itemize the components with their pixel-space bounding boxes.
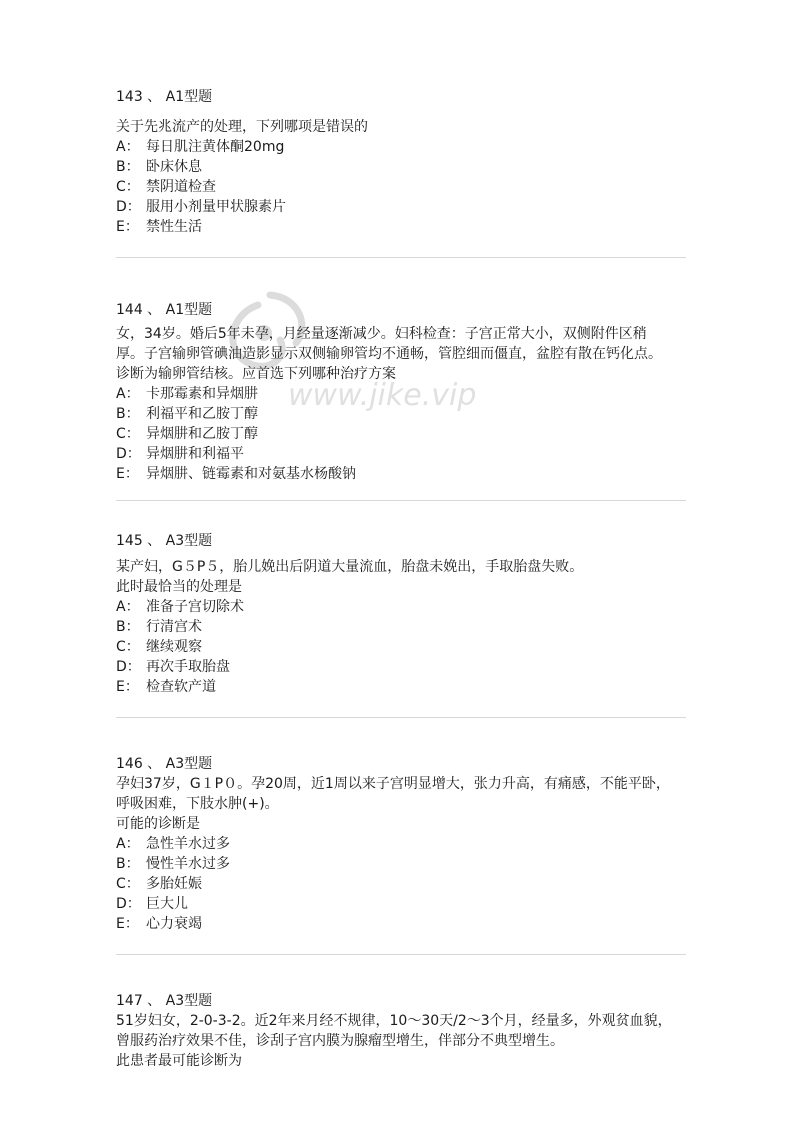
option-letter: A： [116, 836, 140, 852]
stem-line: 诊断为输卵管结核。应首选下列哪种治疗方案 [116, 366, 396, 382]
option-e[interactable] [116, 464, 686, 484]
option-text: 服用小剂量甲状腺素片 [146, 199, 286, 215]
question-number: 145 、 A3型题 [116, 533, 213, 549]
option-letter: D： [116, 446, 141, 462]
option-a[interactable] [116, 597, 686, 617]
question-number: 147 、 A3型题 [116, 993, 213, 1009]
question-stem [116, 1011, 686, 1071]
option-c[interactable] [116, 177, 686, 197]
stem-line: 女，34岁。婚后5年未孕，月经量逐渐减少。妇科检查：子宫正常大小，双侧附件区稍 [116, 326, 647, 342]
question-143 [116, 87, 686, 237]
option-text: 检查软产道 [146, 679, 216, 695]
stem-line: 可能的诊断是 [116, 816, 200, 832]
option-e[interactable] [116, 217, 686, 237]
stem-line: 厚。子宫输卵管碘油造影显示双侧输卵管均不通畅，管腔细而僵直，盆腔有散在钙化点。 [116, 346, 662, 362]
question-144 [116, 300, 686, 484]
option-c[interactable] [116, 424, 686, 444]
option-text: 卧床休息 [146, 159, 202, 175]
question-divider [116, 717, 686, 718]
option-letter: D： [116, 659, 141, 675]
option-b[interactable] [116, 404, 686, 424]
option-b[interactable] [116, 854, 686, 874]
option-text: 卡那霉素和异烟肼 [146, 386, 258, 402]
option-d[interactable] [116, 444, 686, 464]
option-text: 行清宫术 [146, 619, 202, 635]
option-text: 异烟肼、链霉素和对氨基水杨酸钠 [146, 466, 356, 482]
option-text: 急性羊水过多 [146, 836, 230, 852]
option-text: 巨大儿 [146, 896, 188, 912]
stem-line: 此时最恰当的处理是 [116, 579, 242, 595]
option-text: 异烟肼和利福平 [146, 446, 244, 462]
question-divider [116, 500, 686, 501]
option-letter: B： [116, 159, 140, 175]
option-letter: E： [116, 916, 139, 932]
option-text: 继续观察 [146, 639, 202, 655]
question-147 [116, 991, 686, 1071]
option-text: 慢性羊水过多 [146, 856, 230, 872]
stem-line: 呼吸困难，下肢水肿(+)。 [116, 796, 279, 812]
option-letter: E： [116, 466, 139, 482]
question-stem [116, 557, 686, 597]
option-letter: D： [116, 896, 141, 912]
option-text: 心力衰竭 [146, 916, 202, 932]
option-text: 再次手取胎盘 [146, 659, 230, 675]
option-letter: B： [116, 406, 140, 422]
question-divider [116, 257, 686, 258]
question-stem [116, 324, 686, 384]
option-text: 每日肌注黄体酮20mg [146, 139, 285, 155]
option-letter: A： [116, 386, 140, 402]
watermark-text: www.jike.vip [288, 378, 477, 413]
question-stem [116, 774, 686, 834]
option-letter: B： [116, 856, 140, 872]
stem-line: 此患者最可能诊断为 [116, 1053, 242, 1069]
question-number: 146 、 A3型题 [116, 756, 213, 772]
stem-line: 51岁妇女，2-0-3-2。近2年来月经不规律，10～30天/2～3个月，经量多，外观贫血貌， [116, 1013, 672, 1029]
option-text: 禁性生活 [146, 219, 202, 235]
question-divider [116, 954, 686, 955]
option-c[interactable] [116, 874, 686, 894]
option-letter: C： [116, 179, 140, 195]
option-text: 禁阴道检查 [146, 179, 216, 195]
stem-line: 某产妇，G５P５，胎儿娩出后阴道大量流血，胎盘未娩出，手取胎盘失败。 [116, 559, 584, 575]
option-a[interactable] [116, 834, 686, 854]
question-145 [116, 531, 686, 697]
option-text: 利福平和乙胺丁醇 [146, 406, 258, 422]
option-letter: E： [116, 679, 139, 695]
option-letter: C： [116, 876, 140, 892]
option-letter: C： [116, 639, 140, 655]
option-b[interactable] [116, 617, 686, 637]
option-e[interactable] [116, 677, 686, 697]
option-b[interactable] [116, 157, 686, 177]
option-letter: A： [116, 599, 140, 615]
option-d[interactable] [116, 657, 686, 677]
option-letter: B： [116, 619, 140, 635]
question-stem [116, 117, 686, 137]
option-letter: E： [116, 219, 139, 235]
option-a[interactable] [116, 384, 686, 404]
option-letter: D： [116, 199, 141, 215]
question-number: 144 、 A1型题 [116, 302, 213, 318]
question-sheet [116, 87, 686, 1071]
stem-line: 曾服药治疗效果不佳，诊刮子宫内膜为腺瘤型增生，伴部分不典型增生。 [116, 1033, 564, 1049]
option-text: 多胎妊娠 [146, 876, 202, 892]
option-d[interactable] [116, 197, 686, 217]
option-letter: C： [116, 426, 140, 442]
stem-line: 孕妇37岁，G１P０。孕20周，近1周以来子宫明显增大，张力升高，有痛感，不能平卧， [116, 776, 670, 792]
question-number: 143 、 A1型题 [116, 89, 213, 105]
option-text: 异烟肼和乙胺丁醇 [146, 426, 258, 442]
option-letter: A： [116, 139, 140, 155]
option-d[interactable] [116, 894, 686, 914]
option-c[interactable] [116, 637, 686, 657]
question-146 [116, 754, 686, 934]
option-a[interactable] [116, 137, 686, 157]
stem-line: 关于先兆流产的处理，下列哪项是错误的 [116, 119, 368, 135]
option-text: 准备子宫切除术 [146, 599, 244, 615]
option-e[interactable] [116, 914, 686, 934]
